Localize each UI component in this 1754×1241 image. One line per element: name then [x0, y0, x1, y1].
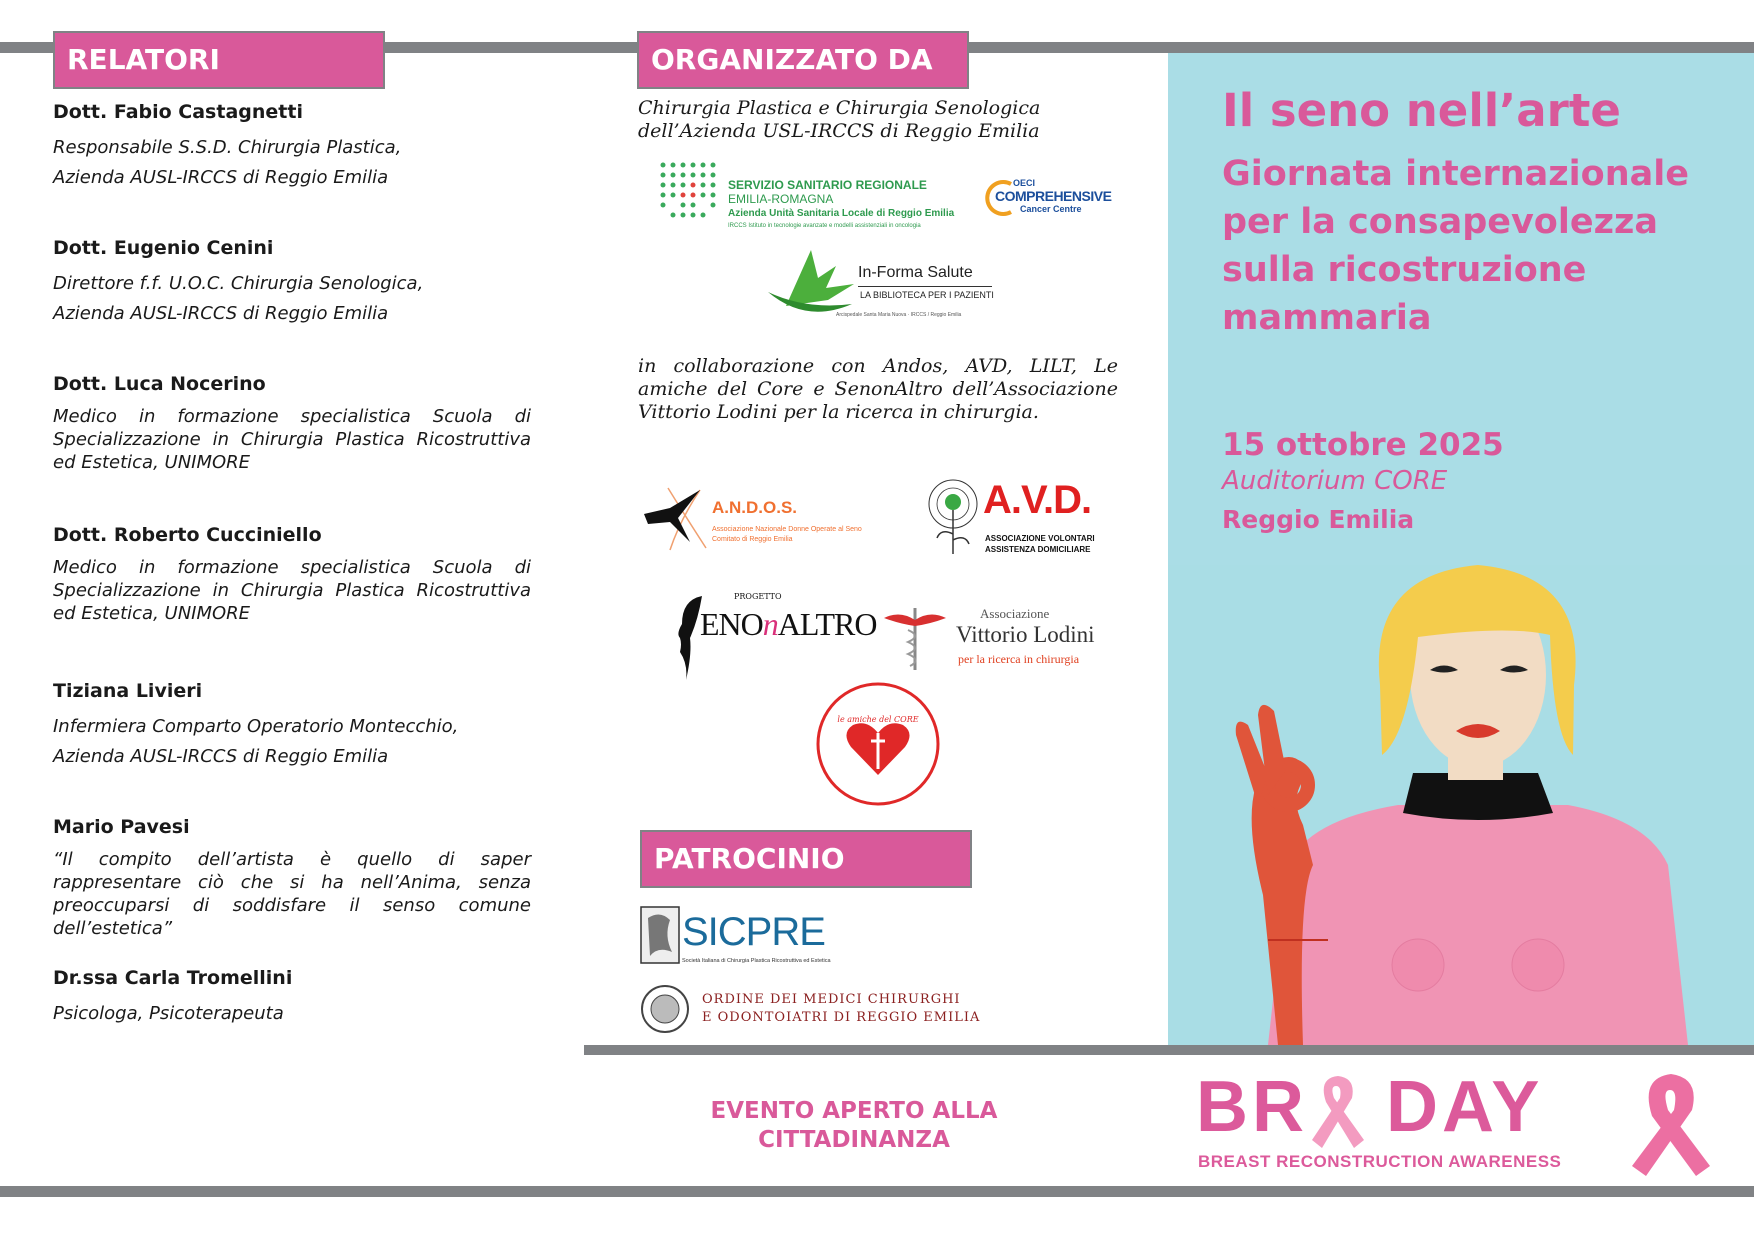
andos-title: A.N.D.O.S.: [712, 498, 798, 517]
ribbon-large-icon: [1626, 1070, 1716, 1180]
informa-title: In-Forma Salute: [858, 264, 973, 281]
speaker-name: Dott. Eugenio Cenini: [53, 237, 274, 259]
speaker-role: Infermiera Comparto Operatorio Montecchio, Azienda AUSL-IRCCS di Reggio Emilia: [53, 716, 459, 767]
breast-left: [1392, 939, 1444, 991]
lodini-sub: per la ricerca in chirurgia: [958, 652, 1080, 666]
ordine-line2: E ODONTOIATRI DI REGGIO EMILIA: [702, 1010, 981, 1025]
oeci-logo: [985, 178, 1112, 218]
informa-logo: [766, 246, 996, 326]
breast-right: [1512, 939, 1564, 991]
speaker-castagnetti: [53, 101, 531, 193]
event-city: Reggio Emilia: [1222, 505, 1415, 534]
speaker-cucciniello: [53, 524, 531, 625]
collab-text: in collaborazione con Andos, AVD, LILT, Le amiche del Core e SenonAltro dell’Associazione Vittorio Lodini per la ricerca in chirurgia.: [638, 355, 1118, 423]
bra-day-br: BR: [1196, 1067, 1308, 1147]
patrocinio-header: PATROCINIO: [640, 830, 972, 888]
informa-sub: LA BIBLIOTECA PER I PAZIENTI: [860, 290, 994, 300]
senonaltro-title: [700, 606, 876, 643]
speaker-role: Medico in formazione specialistica Scuola di Specializzazione in Chirurgia Plastica Ricostruttiva ed Estetica, UNIMORE: [53, 406, 531, 473]
open-event-line1: EVENTO APERTO ALLA: [710, 1098, 998, 1124]
woman-illustration: [1168, 565, 1754, 1045]
senonaltro-part1: ENO: [700, 606, 763, 642]
amiche-heart-icon: [815, 681, 941, 807]
lodini-small: Associazione: [980, 606, 1050, 621]
amiche-text: le amiche del CORE: [837, 715, 919, 724]
turtleneck-shape: [1403, 773, 1553, 820]
oeci-sub: Cancer Centre: [1020, 204, 1082, 214]
ribbon-small-icon: [1308, 1072, 1368, 1152]
avd-flower-icon: [925, 478, 985, 558]
shirt-shape: [1268, 805, 1688, 1045]
speaker-role: Responsabile S.S.D. Chirurgia Plastica, Azienda AUSL-IRCCS di Reggio Emilia: [53, 137, 402, 188]
ssr-line3: Azienda Unità Sanitaria Locale di Reggio Emilia: [728, 208, 955, 219]
amiche-core-logo: [815, 681, 941, 807]
organizzato-text: Chirurgia Plastica e Chirurgia Senologica dell’Azienda USL-IRCCS di Reggio Emilia: [638, 97, 1041, 142]
avd-sub1: ASSOCIAZIONE VOLONTARI: [985, 534, 1095, 543]
sicpre-sub: Società Italiana di Chirurgia Plastica Ricostruttiva ed Estetica: [682, 958, 831, 964]
speaker-name: Dott. Roberto Cucciniello: [53, 524, 322, 546]
avd-logo: [925, 478, 1125, 558]
speaker-pavesi: [53, 816, 531, 940]
bottom-band: [0, 1186, 1754, 1197]
speaker-name: Dr.ssa Carla Tromellini: [53, 967, 293, 989]
speaker-name: Dott. Luca Nocerino: [53, 373, 266, 395]
sicpre-logo: [640, 906, 860, 966]
lodini-logo: [880, 604, 1110, 676]
informa-divider: [858, 286, 992, 287]
organizzato-header: ORGANIZZATO DA: [637, 31, 969, 89]
oeci-main: COMPREHENSIVE: [995, 188, 1112, 204]
speaker-name: Mario Pavesi: [53, 816, 190, 838]
relatori-header: RELATORI: [53, 31, 385, 89]
senonaltro-part3: ALTRO: [777, 606, 877, 642]
speaker-name: Tiziana Livieri: [53, 680, 203, 702]
speaker-livieri: [53, 680, 531, 772]
senonaltro-small: PROGETTO: [734, 592, 782, 601]
avd-sub2: ASSISTENZA DOMICILIARE: [985, 545, 1091, 554]
event-venue: Auditorium CORE: [1222, 466, 1448, 496]
andos-sub1: Associazione Nazionale Donne Operate al Seno: [712, 526, 862, 533]
leaf-icon: [766, 248, 856, 318]
informa-tiny: Arcispedale Santa Maria Nuova · IRCCS / Reggio Emilia: [836, 312, 962, 318]
mid-band: [584, 1045, 1754, 1055]
senonaltro-logo: [672, 592, 877, 682]
swallow-icon: [640, 484, 710, 554]
ordine-line1: ORDINE DEI MEDICI CHIRURGHI: [702, 992, 961, 1007]
ordine-logo: [640, 984, 990, 1036]
ssr-line4: IRCCS Istituto in tecnologie avanzate e modelli assistenziali in oncologia: [728, 223, 921, 229]
ssr-dots-icon: [658, 160, 720, 222]
speaker-quote: “Il compito dell’artista è quello di saper rappresentare ciò che si ha nell’Anima, senza preoccuparsi di soddisfare il senso comune dell’estetica”: [53, 849, 531, 939]
andos-logo: [640, 484, 880, 556]
oeci-small: OECI: [1013, 178, 1036, 188]
lodini-main: Vittorio Lodini: [956, 622, 1095, 647]
speaker-role: Psicologa, Psicoterapeuta: [53, 1003, 284, 1024]
caduceus-icon: [880, 604, 950, 672]
speaker-role: Medico in formazione specialistica Scuola di Specializzazione in Chirurgia Plastica Ricostruttiva ed Estetica, UNIMORE: [53, 557, 531, 624]
speaker-nocerino: [53, 373, 531, 474]
bra-day-logo: [1196, 1066, 1746, 1184]
ssr-line1: SERVIZIO SANITARIO REGIONALE: [728, 178, 927, 192]
speaker-cenini: [53, 237, 531, 329]
senonaltro-part2: n: [762, 606, 778, 642]
andos-sub2: Comitato di Reggio Emilia: [712, 536, 793, 543]
avd-title: A.V.D.: [983, 478, 1092, 522]
sicpre-title: SICPRE: [682, 910, 825, 954]
ssr-line2: EMILIA-ROMAGNA: [728, 192, 834, 206]
bra-day-sub: BREAST RECONSTRUCTION AWARENESS: [1198, 1152, 1562, 1171]
speaker-role: Direttore f.f. U.O.C. Chirurgia Senologica, Azienda AUSL-IRCCS di Reggio Emilia: [53, 273, 424, 324]
open-event-line2: CITTADINANZA: [758, 1127, 950, 1153]
event-title: Il seno nell’arte: [1222, 84, 1621, 137]
ordine-seal-icon: [640, 984, 690, 1034]
speaker-tromellini: [53, 967, 531, 1029]
ssr-logo: [658, 160, 968, 236]
speaker-name: Dott. Fabio Castagnetti: [53, 101, 303, 123]
event-date: 15 ottobre 2025: [1222, 427, 1504, 463]
sicpre-emblem-icon: [640, 906, 680, 964]
bra-day-day: DAY: [1386, 1067, 1544, 1147]
event-subtitle: Giornata internazionale per la consapevolezza sulla ricostruzione mammaria: [1222, 154, 1689, 338]
